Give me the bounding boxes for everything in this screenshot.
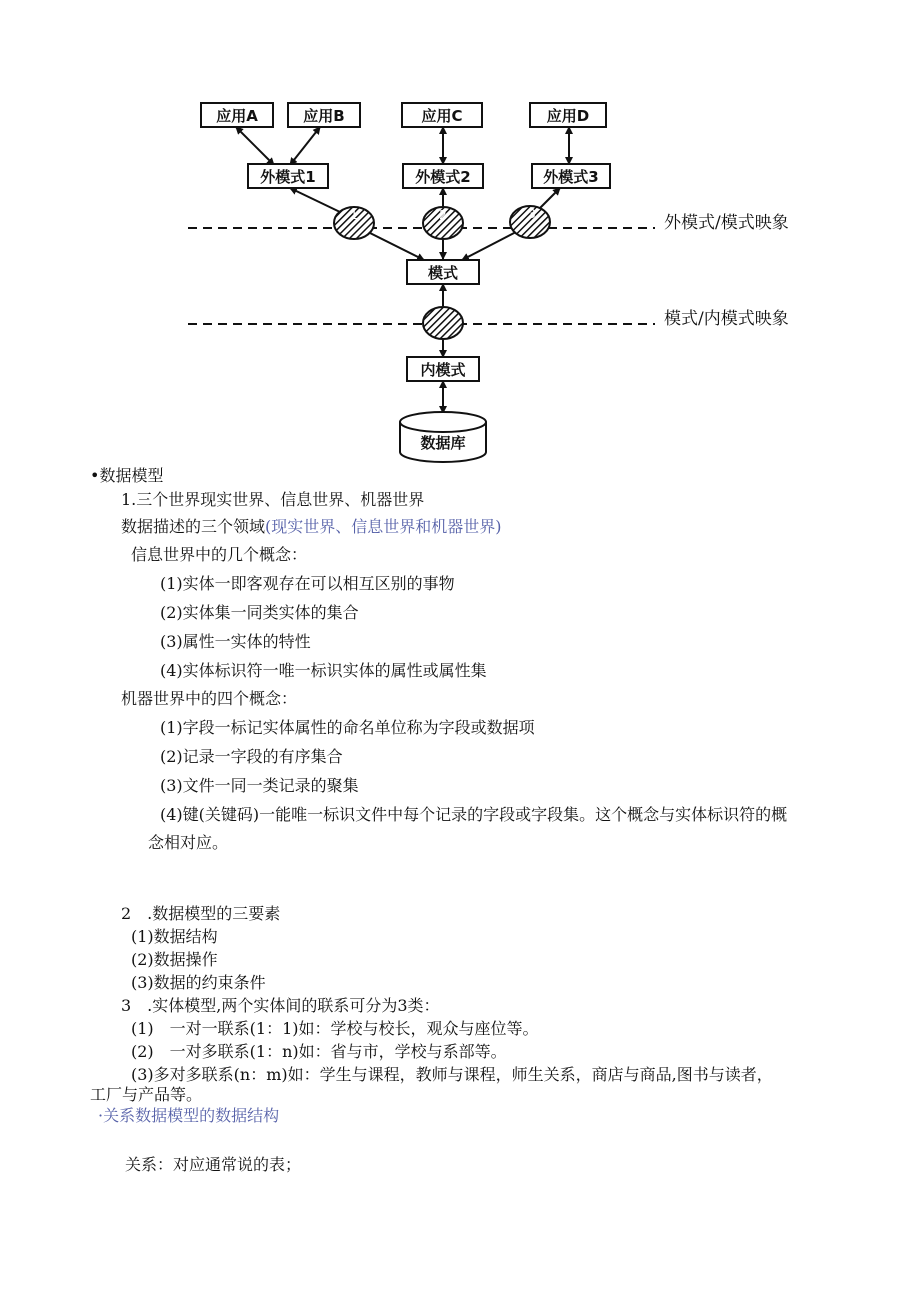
relation-1-1: (1) 一对一联系(1：1)如：学校与校长，观众与座位等。	[131, 1019, 539, 1038]
machine-concept-1: (1)字段一标记实体属性的命名单位称为字段或数据项	[160, 718, 535, 737]
svg-text:外模式3: 外模式3	[543, 168, 599, 186]
info-concept-1: (1)实体一即客观存在可以相互区别的事物	[160, 574, 455, 593]
mapping-ellipse-1	[334, 207, 374, 239]
three-level-schema-diagram	[0, 0, 920, 470]
svg-text:1: 1	[350, 208, 358, 222]
svg-text:内模式: 内模式	[420, 361, 466, 379]
three-worlds-heading: 1.三个世界现实世界、信息世界、机器世界	[121, 490, 425, 509]
svg-text:2: 2	[439, 208, 447, 222]
info-concept-4: (4)实体标识符一唯一标识实体的属性或属性集	[160, 661, 487, 680]
element-3: (3)数据的约束条件	[131, 973, 266, 992]
svg-text:3: 3	[528, 207, 536, 221]
internal-schema-box	[407, 357, 479, 381]
machine-concept-3: (3)文件一同一类记录的聚集	[160, 776, 359, 795]
svg-text:外模式1: 外模式1	[260, 168, 316, 186]
svg-text:外模式2: 外模式2	[415, 168, 471, 186]
app-b-box	[288, 103, 360, 127]
app-d-box	[530, 103, 606, 127]
app-a-box	[201, 103, 273, 127]
external-schema-3-box	[532, 164, 610, 188]
svg-text:数据库: 数据库	[420, 434, 466, 452]
internal-mapping-ellipse	[423, 307, 463, 339]
entity-model-heading: 3 .实体模型,两个实体间的联系可分为3类：	[121, 996, 440, 1015]
info-concept-2: (2)实体集一同类实体的集合	[160, 603, 359, 622]
svg-text:模式: 模式	[427, 264, 459, 282]
relation-definition: 关系：对应通常说的表；	[125, 1155, 302, 1174]
app-c-box	[402, 103, 482, 127]
machine-concept-4: (4)键(关键码)一能唯一标识文件中每个记录的字段或字段集。这个概念与实体标识符的概	[160, 805, 788, 824]
machine-world-heading: 机器世界中的四个概念：	[121, 689, 298, 708]
external-mapping-label: 外模式/模式映象	[664, 213, 789, 233]
three-domains-line: 数据描述的三个领域(现实世界、信息世界和机器世界)	[121, 517, 502, 536]
mapping-ellipse-3	[510, 206, 550, 238]
internal-mapping-label: 模式/内模式映象	[664, 309, 789, 329]
svg-text:应用D: 应用D	[546, 107, 590, 125]
mapping-ellipse-2	[423, 207, 463, 239]
element-2: (2)数据操作	[131, 950, 218, 969]
section-data-model: •数据模型	[90, 466, 164, 485]
external-schema-2-box	[403, 164, 483, 188]
element-1: (1)数据结构	[131, 927, 218, 946]
info-world-heading: 信息世界中的几个概念：	[131, 545, 308, 564]
info-concept-3: (3)属性一实体的特性	[160, 632, 311, 651]
relation-n-m: (3)多对多联系(n：m)如：学生与课程，教师与课程，师生关系，商店与商品,图书与读者，	[131, 1065, 773, 1084]
three-elements-heading: 2 .数据模型的三要素	[121, 904, 281, 923]
relation-1-n: (2) 一对多联系(1：n)如：省与市，学校与系部等。	[131, 1042, 507, 1061]
relation-n-m-cont: 工厂与产品等。	[90, 1085, 203, 1104]
relational-structure-heading: ·关系数据模型的数据结构	[98, 1106, 280, 1125]
svg-text:应用C: 应用C	[421, 107, 463, 125]
machine-concept-4-cont: 念相对应。	[148, 833, 229, 852]
svg-text:应用B: 应用B	[303, 107, 345, 125]
database-cylinder	[400, 412, 486, 462]
external-schema-1-box	[248, 164, 328, 188]
schema-box	[407, 260, 479, 284]
machine-concept-2: (2)记录一字段的有序集合	[160, 747, 343, 766]
svg-text:应用A: 应用A	[216, 107, 258, 125]
